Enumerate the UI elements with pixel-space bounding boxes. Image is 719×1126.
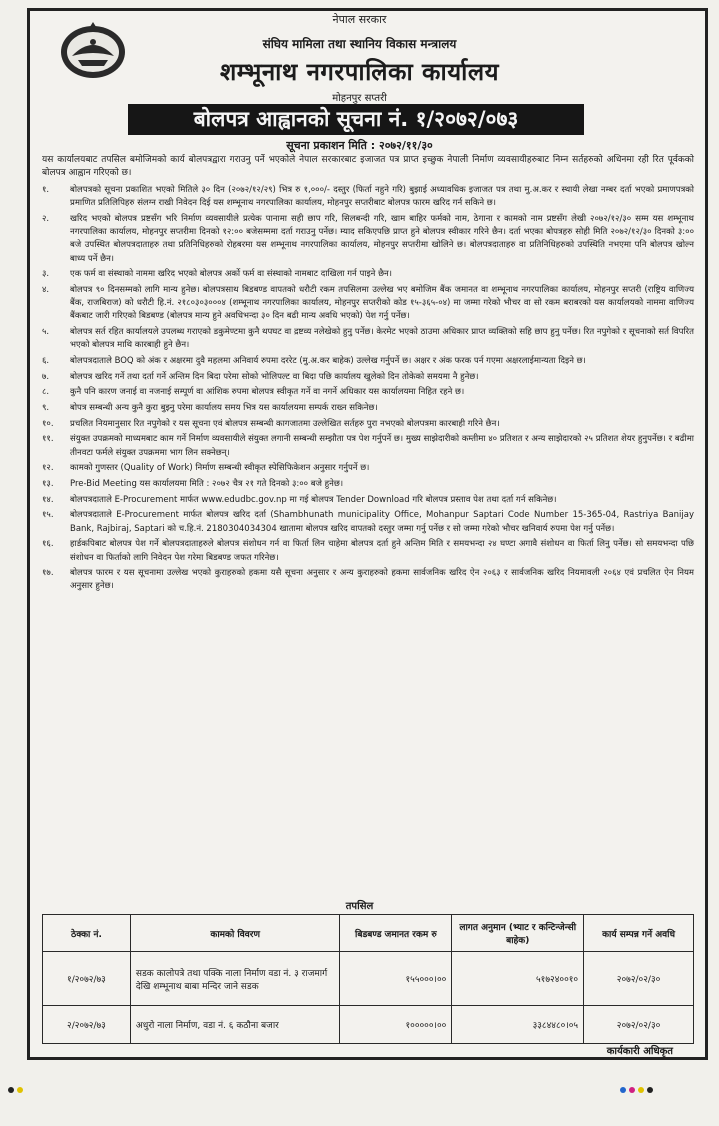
signatory-title: कार्यकारी अधिकृत — [606, 1046, 673, 1057]
publication-date: सूचना प्रकाशन मिति : २०७२/११/३० — [286, 139, 433, 152]
item-number: १२. — [42, 463, 54, 474]
list-item — [42, 326, 694, 352]
cell-bid-bond: १०००००।०० — [340, 1006, 452, 1044]
office-location: मोहनपुर सप्तरी — [332, 93, 387, 104]
list-item — [42, 509, 694, 535]
item-number: १४. — [42, 494, 54, 505]
item-text: बोलपत्रको सूचना प्रकाशित भएको मितिले ३० दिन (२०७२/१२/२९) भित्र रु १,०००/- दस्तुर (फिर्ता नहुने गरि) बुझाई अध्यावधिक इजाजत पत्र तथा मु.अ.कर र स्थायी लेखा नम्बर दर्ता भएको प्रमाणपत्रको प्रमाणित प्रतिलिपिहरु संलग्न राखी निवेदन दिई यस शम्भूनाथ नगरपालिका कार्यालय, मोहनपुर सप्तरीबाट बोलपत्र फारम खरिद गर्न सकिने छ। — [70, 185, 694, 209]
header-cost-estimate: लागत अनुमान (भ्याट र कन्टिन्जेन्सी बाहेक) — [452, 915, 584, 952]
header-completion-period: कार्य सम्पन्न गर्ने अवधि — [584, 915, 694, 952]
item-number: ७. — [42, 371, 50, 382]
item-number: ६. — [42, 355, 50, 366]
cell-work-description: अधुरो नाला निर्माण, वडा नं. ६ कठौना बजार — [130, 1006, 340, 1044]
table-row — [43, 1006, 694, 1044]
item-number: ४. — [42, 284, 50, 295]
list-item — [42, 284, 694, 324]
item-text: बोलपत्र फारम र यस सूचनामा उल्लेख भएको कुराहरुको हकमा यसै सूचना अनुसार र अन्य कुराहरुको हकमा सार्वजनिक खरिद ऐन २०६३ र सार्वजनिक खरिद नियमावली २०६४ एवं प्रचलित ऐन नियम अनुसार हुनेछ। — [70, 568, 694, 592]
item-text: बोलपत्रदाताले BOQ को अंक र अक्षरमा दुवै महलमा अनिवार्य रुपमा दररेट (मु.अ.कर बाहेक) उल्लेख गर्नुपर्ने छ। अक्षर र अंक फरक पर्न गएमा अक्षरलाईमान्यता दिइने छ। — [70, 355, 586, 366]
item-number: ८. — [42, 387, 50, 398]
header-contract-no: ठेक्का नं. — [43, 915, 131, 952]
government-name: नेपाल सरकार — [332, 13, 387, 26]
list-item — [42, 494, 694, 507]
item-text: बोपत्र सम्बन्धी अन्य कुनै कुरा बुझ्नु परेमा कार्यालय समय भित्र यस कार्यालयमा सम्पर्क राख्न सकिनेछ। — [70, 403, 378, 414]
schedule-title: तपसिल — [345, 901, 374, 912]
cell-completion-period: २०७२/०२/३० — [584, 952, 694, 1006]
item-number: १. — [42, 185, 50, 195]
registration-dot — [647, 1087, 653, 1093]
registration-dot — [620, 1087, 626, 1093]
list-item — [42, 567, 694, 593]
item-text: बोलपत्र सर्त रहित कार्यालयले उपलब्ध गराएको डकुमेण्टमा कुनै थपघट वा द्रष्टव्य नलेखेको हुनु पर्नेछ। केरमेट भएको ठाउमा अधिकार प्राप्त व्यक्तिको सहि छाप हुनु पर्नेछ। रित नपुगेको र सूचनाको सर्त विपरित भएको बोलपत्र माथि कारबाही हुने छैन। — [70, 327, 694, 351]
item-text: कुनै पनि कारण जनाई वा नजनाई सम्पूर्ण वा आंशिक रुपमा बोलपत्र स्वीकृत गर्ने वा नगर्ने अधिकार यस कार्यालयमा निहित रहने छ। — [70, 387, 465, 398]
list-item — [42, 402, 694, 415]
header-work-description: कामको विवरण — [130, 915, 340, 952]
item-text: खरिद भएको बोलपत्र प्रष्टसँग भरि निर्माण व्यवसायीले प्रत्येक पानामा सही छाप गरि, सिलबन्दी गरि, खाम बाहिर फर्मको नाम, ठेगाना र कामको नाम प्रष्टसँग लेखी २०७२/१२/३० सम्म यस शम्भूनाथ नगरपालिका कार्यालय, मोहनपुर सप्तरीमा दिनको १२:०० बजेसम्ममा दर्ता गराउनु पर्नेछ। म्याद सकिएपछि प्राप्त हुने बोलपत्र स्वीकार गरिने छैन। दर्ता भएका बोपत्रहरु सोही मिति २०७२/१२/३० दिनको ३:०० बजे उपस्थित बोलपत्रदाताहरु तथा प्रतिनिधिहरुको रोहबरमा यस शम्भूनाथ नगरपालिका कार्यालय, मोहनपुर सप्तरीमा खोलिने छ। बोलपत्रदाताहरु वा प्रतिनिधिहरुको उपस्थिति नभएमा पनि बोलपत्र खोल्न बाध्य पर्ने छैन। — [70, 213, 694, 264]
item-text: प्रचलित नियमानुसार रित नपुगेको र यस सूचना एवं बोलपत्र सम्बन्धी कागजातमा उल्लेखित सर्तहरु पुरा नभएको बोलपत्रमा कारबाही गरिने छैन। — [70, 418, 500, 429]
item-number: १०. — [42, 418, 54, 429]
list-item — [42, 213, 694, 266]
list-item — [42, 462, 694, 475]
item-text: बोलपत्र खरिद गर्ने तथा दर्ता गर्ने अन्तिम दिन बिदा परेमा सोको भोलिपल्ट वा बिदा पछि कार्यालय खुलेको दिन तोकेको समयमा नै हुनेछ। — [70, 371, 479, 382]
list-item — [42, 386, 694, 399]
list-item — [42, 538, 694, 564]
item-number: ३. — [42, 269, 50, 280]
item-text: बोलपत्र ९० दिनसम्मको लागि मान्य हुनेछ। बोलपत्रसाथ बिडबण्ड वापतको धरौटी रकम तपसिलमा उल्लेख भए बमोजिम बैंक जमानत वा शम्भूनाथ नगरपालिका कार्यालय, मोहनपुर सप्तरी (राष्ट्रिय वाणिज्य बैंक, राजबिराज) को धरौटी हि.नं. २१८०३०३०००४ (शम्भूनाथ नगरपालिका कार्यालय, मोहनपुर सप्तरीको कोड १५-३६५-०४) मा जम्मा गरेको भौचर वा सो रकम बराबरको यस कार्यालयको नाममा वाणिज्य बैंकबाट जारी गरिएको बिडबण्ड (बोलपत्र मान्य हुने अवधिभन्दा ३० दिन बढी मान्य अवधि भएको) पेश गर्नु पर्नेछ। — [70, 284, 694, 322]
item-number: १६. — [42, 539, 54, 550]
item-number: १७. — [42, 568, 54, 579]
item-number: ११. — [42, 434, 54, 445]
item-text: हार्डकपिबाट बोलपत्र पेश गर्ने बोलपत्रदाताहरुले बोलपत्र संशोधन गर्न वा फिर्ता लिन चाहेमा बोलपत्र दर्ता हुने अन्तिम मिति र समयभन्दा २४ घण्टा अगावै संशोधन वा फिर्ता लिनु पर्नेछ। सो समयभन्दा पछि संशोधन वा फिर्ताको लागि निवेदन पेश गरेमा बिडबण्ड जफत गरिनेछ। — [70, 539, 694, 563]
registration-dot — [8, 1087, 14, 1093]
conditions-list — [42, 184, 694, 596]
table-row — [43, 952, 694, 1006]
cell-cost-estimate: ५१७२४००१० — [452, 952, 584, 1006]
item-number: ९. — [42, 403, 50, 414]
list-item — [42, 355, 694, 368]
registration-dot — [638, 1087, 644, 1093]
item-number: १३. — [42, 479, 54, 490]
schedule-table — [42, 914, 694, 1044]
item-number: १५. — [42, 510, 54, 521]
cell-contract-no: १/२०७२/७३ — [43, 952, 131, 1006]
cell-contract-no: २/२०७२/७३ — [43, 1006, 131, 1044]
item-text: एक फर्म वा संस्थाको नाममा खरिद भएको बोलपत्र अर्को फर्म वा संस्थाको नामबाट दाखिला गर्न पाइने छैन। — [70, 269, 392, 280]
item-number: ५. — [42, 327, 50, 338]
intro-paragraph: यस कार्यालयबाट तपसिल बमोजिमको कार्य बोलपत्रद्वारा गराउनु पर्ने भएकोले नेपाल सरकारबाट इजाजत पत्र प्राप्त इच्छुक नेपाली निर्माण व्यवसायीहरुबाट निम्न सर्तहरुको अधिनमा रही रित पूर्वकको बोलपत्र आह्वान गरिएको छ। — [42, 155, 694, 178]
item-text: संयुक्त उपक्रमको माध्यमबाट काम गर्ने निर्माण व्यवसायीले संयुक्त लगानी सम्बन्धी सम्झौता पत्र पेश गर्नुपर्ने छ। मुख्य साझेदारीको कम्तीमा ४० प्रतिशत र अन्य साझेदारको २५ प्रतिशत शेयर हुनुपर्नेछ। र बढीमा तीनवटा फर्मले संयुक्त उपक्रममा भाग लिन सक्नेछन्। — [70, 434, 694, 458]
item-number: २. — [42, 213, 50, 224]
table-header-row — [43, 915, 694, 952]
ministry-name: संघिय मामिला तथा स्थानिय विकास मन्त्रालय — [262, 37, 457, 51]
registration-dot — [629, 1087, 635, 1093]
office-name: शम्भूनाथ नगरपालिका कार्यालय — [219, 58, 500, 86]
header-bid-bond: बिडबण्ड जमानत रकम रु — [340, 915, 452, 952]
print-registration-marks-right — [620, 1078, 656, 1084]
cell-bid-bond: १५५०००।०० — [340, 952, 452, 1006]
notice-title-banner: बोलपत्र आह्वानको सूचना नं. १/२०७२/०७३ — [128, 104, 584, 135]
list-item — [42, 418, 694, 431]
item-text: बोलपत्रदाताले E-Procurement मार्फत बोलपत्र खरिद दर्ता (Shambhunath municipality Office, Mohanpur Saptari Code Number 15-365-04, Rastriya Banijay Bank, Rajbiraj, Saptari को च.हि.नं. 2180304034304 खातामा बोलपत्र खरिद वापतको दस्तुर जम्मा गर्नु पर्नेछ र सो जम्मा गरेको भौचर खनिवार्य रुपमा पेश गर्नु पर्नेछ। — [70, 510, 694, 534]
list-item — [42, 184, 694, 210]
cell-cost-estimate: ३३८४४८०।०५ — [452, 1006, 584, 1044]
list-item — [42, 268, 694, 281]
print-registration-marks-left — [8, 1078, 26, 1084]
list-item — [42, 433, 694, 459]
registration-dot — [17, 1087, 23, 1093]
item-text: Pre-Bid Meeting यस कार्यालयमा मिति : २०७२ चैत्र २१ गते दिनको ३:०० बजे हुनेछ। — [70, 479, 344, 490]
cell-work-description: सडक कालोपत्रे तथा पक्कि नाला निर्माण वडा नं. ३ राजमार्ग देखि शम्भूनाथ बाबा मन्दिर जाने सडक — [130, 952, 340, 1006]
list-item — [42, 478, 694, 491]
cell-completion-period: २०७२/०२/३० — [584, 1006, 694, 1044]
item-text: कामको गुणस्तर (Quality of Work) निर्माण सम्बन्धी स्वीकृत स्पेसिफिकेशन अनुसार गर्नुपर्ने छ। — [70, 463, 370, 474]
item-text: बोलपत्रदाताले E-Procurement मार्फत www.edudbc.gov.np मा गई बोलपत्र Tender Download गरि बोलपत्र प्रस्ताव पेश तथा दर्ता गर्न सकिनेछ। — [70, 494, 557, 505]
list-item — [42, 371, 694, 384]
